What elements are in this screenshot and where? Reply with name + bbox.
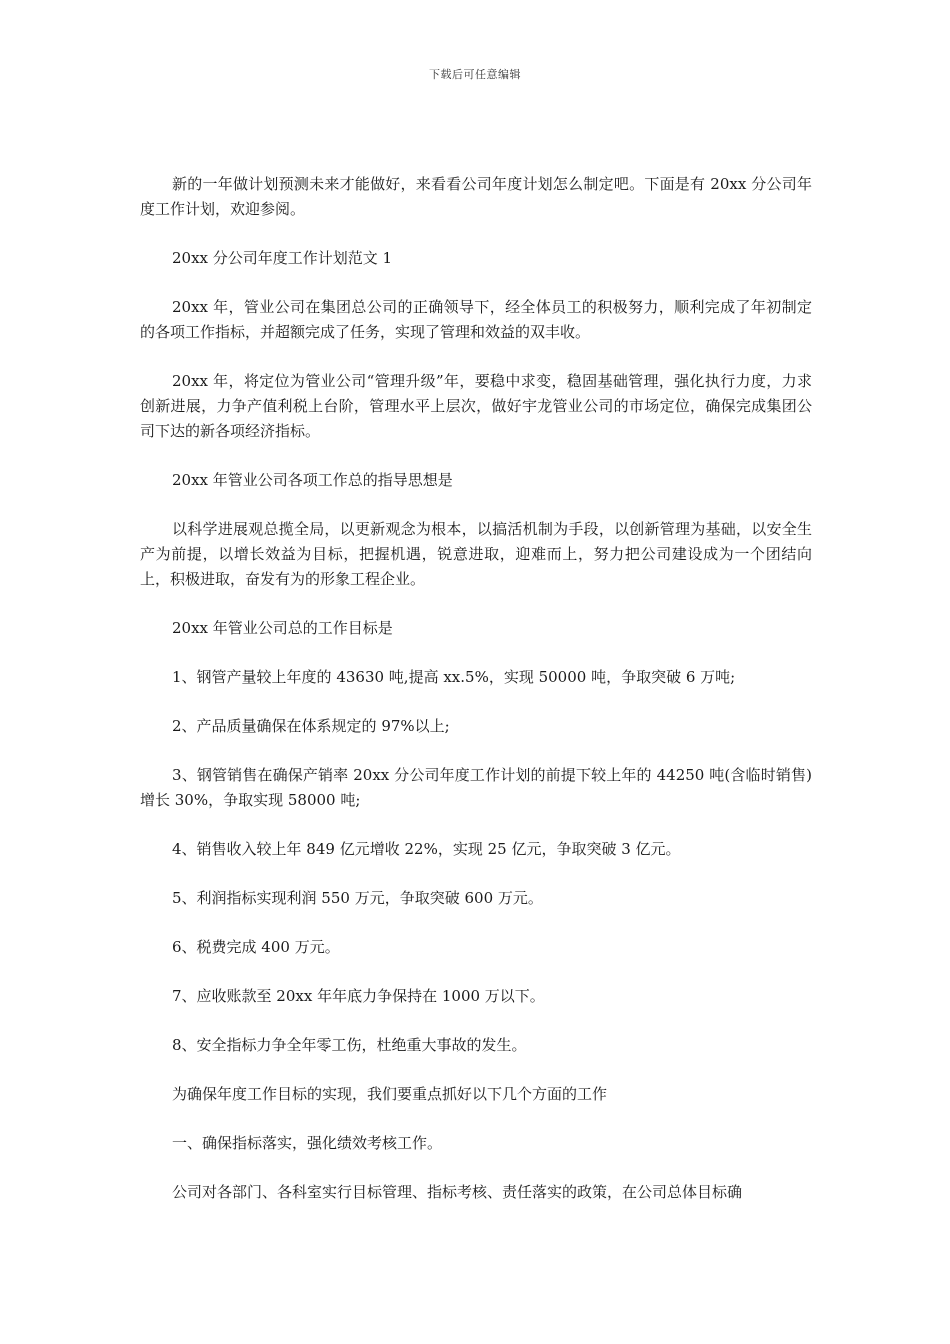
document-body	[140, 172, 812, 1229]
list-item: 4、销售收入较上年 849 亿元增收 22%，实现 25 亿元，争取突破 3 亿元。	[172, 840, 681, 858]
list-item: 5、利润指标实现利润 550 万元，争取突破 600 万元。	[172, 889, 543, 907]
body-paragraph: 公司对各部门、各科室实行目标管理、指标考核、责任落实的政策，在公司总体目标确	[172, 1183, 743, 1201]
list-item: 7、应收账款至 20xx 年年底力争保持在 1000 万以下。	[172, 987, 545, 1005]
intro-paragraph: 新的一年做计划预测未来才能做好，来看看公司年度计划怎么制定吧。下面是有 20xx 分公司年度工作计划，欢迎参阅。	[140, 175, 812, 218]
subheading: 20xx 年管业公司各项工作总的指导思想是	[172, 471, 453, 489]
list-item: 8、安全指标力争全年零工伤，杜绝重大事故的发生。	[172, 1036, 527, 1054]
list-item: 6、税费完成 400 万元。	[172, 938, 340, 956]
section-title: 20xx 分公司年度工作计划范文 1	[172, 249, 393, 267]
list-item: 2、产品质量确保在体系规定的 97%以上;	[172, 717, 450, 735]
section-heading: 一、确保指标落实，强化绩效考核工作。	[172, 1134, 443, 1152]
page-header: 下载后可任意编辑	[429, 68, 521, 81]
body-paragraph: 为确保年度工作目标的实现，我们要重点抓好以下几个方面的工作	[172, 1085, 608, 1103]
subheading: 20xx 年管业公司总的工作目标是	[172, 619, 393, 637]
list-item: 1、钢管产量较上年度的 43630 吨,提高 xx.5%，实现 50000 吨，争取突破 6 万吨;	[172, 668, 736, 686]
body-paragraph: 20xx 年，将定位为管业公司“管理升级”年，要稳中求变，稳固基础管理，强化执行力度，力求创新进展，力争产值利税上台阶，管理水平上层次，做好宇龙管业公司的市场定位，确保完成集团公司下达的新各项经济指标。	[140, 372, 812, 440]
body-paragraph: 20xx 年，管业公司在集团总公司的正确领导下，经全体员工的积极努力，顺利完成了年初制定的各项工作指标，并超额完成了任务，实现了管理和效益的双丰收。	[140, 298, 812, 341]
list-item: 3、钢管销售在确保产销率 20xx 分公司年度工作计划的前提下较上年的 44250 吨(含临时销售)增长 30%，争取实现 58000 吨;	[140, 766, 812, 809]
body-paragraph: 以科学进展观总揽全局，以更新观念为根本，以搞活机制为手段，以创新管理为基础，以安全生产为前提，以增长效益为目标，把握机遇，锐意进取，迎难而上，努力把公司建设成为一个团结向上，积极进取，奋发有为的形象工程企业。	[140, 520, 812, 588]
